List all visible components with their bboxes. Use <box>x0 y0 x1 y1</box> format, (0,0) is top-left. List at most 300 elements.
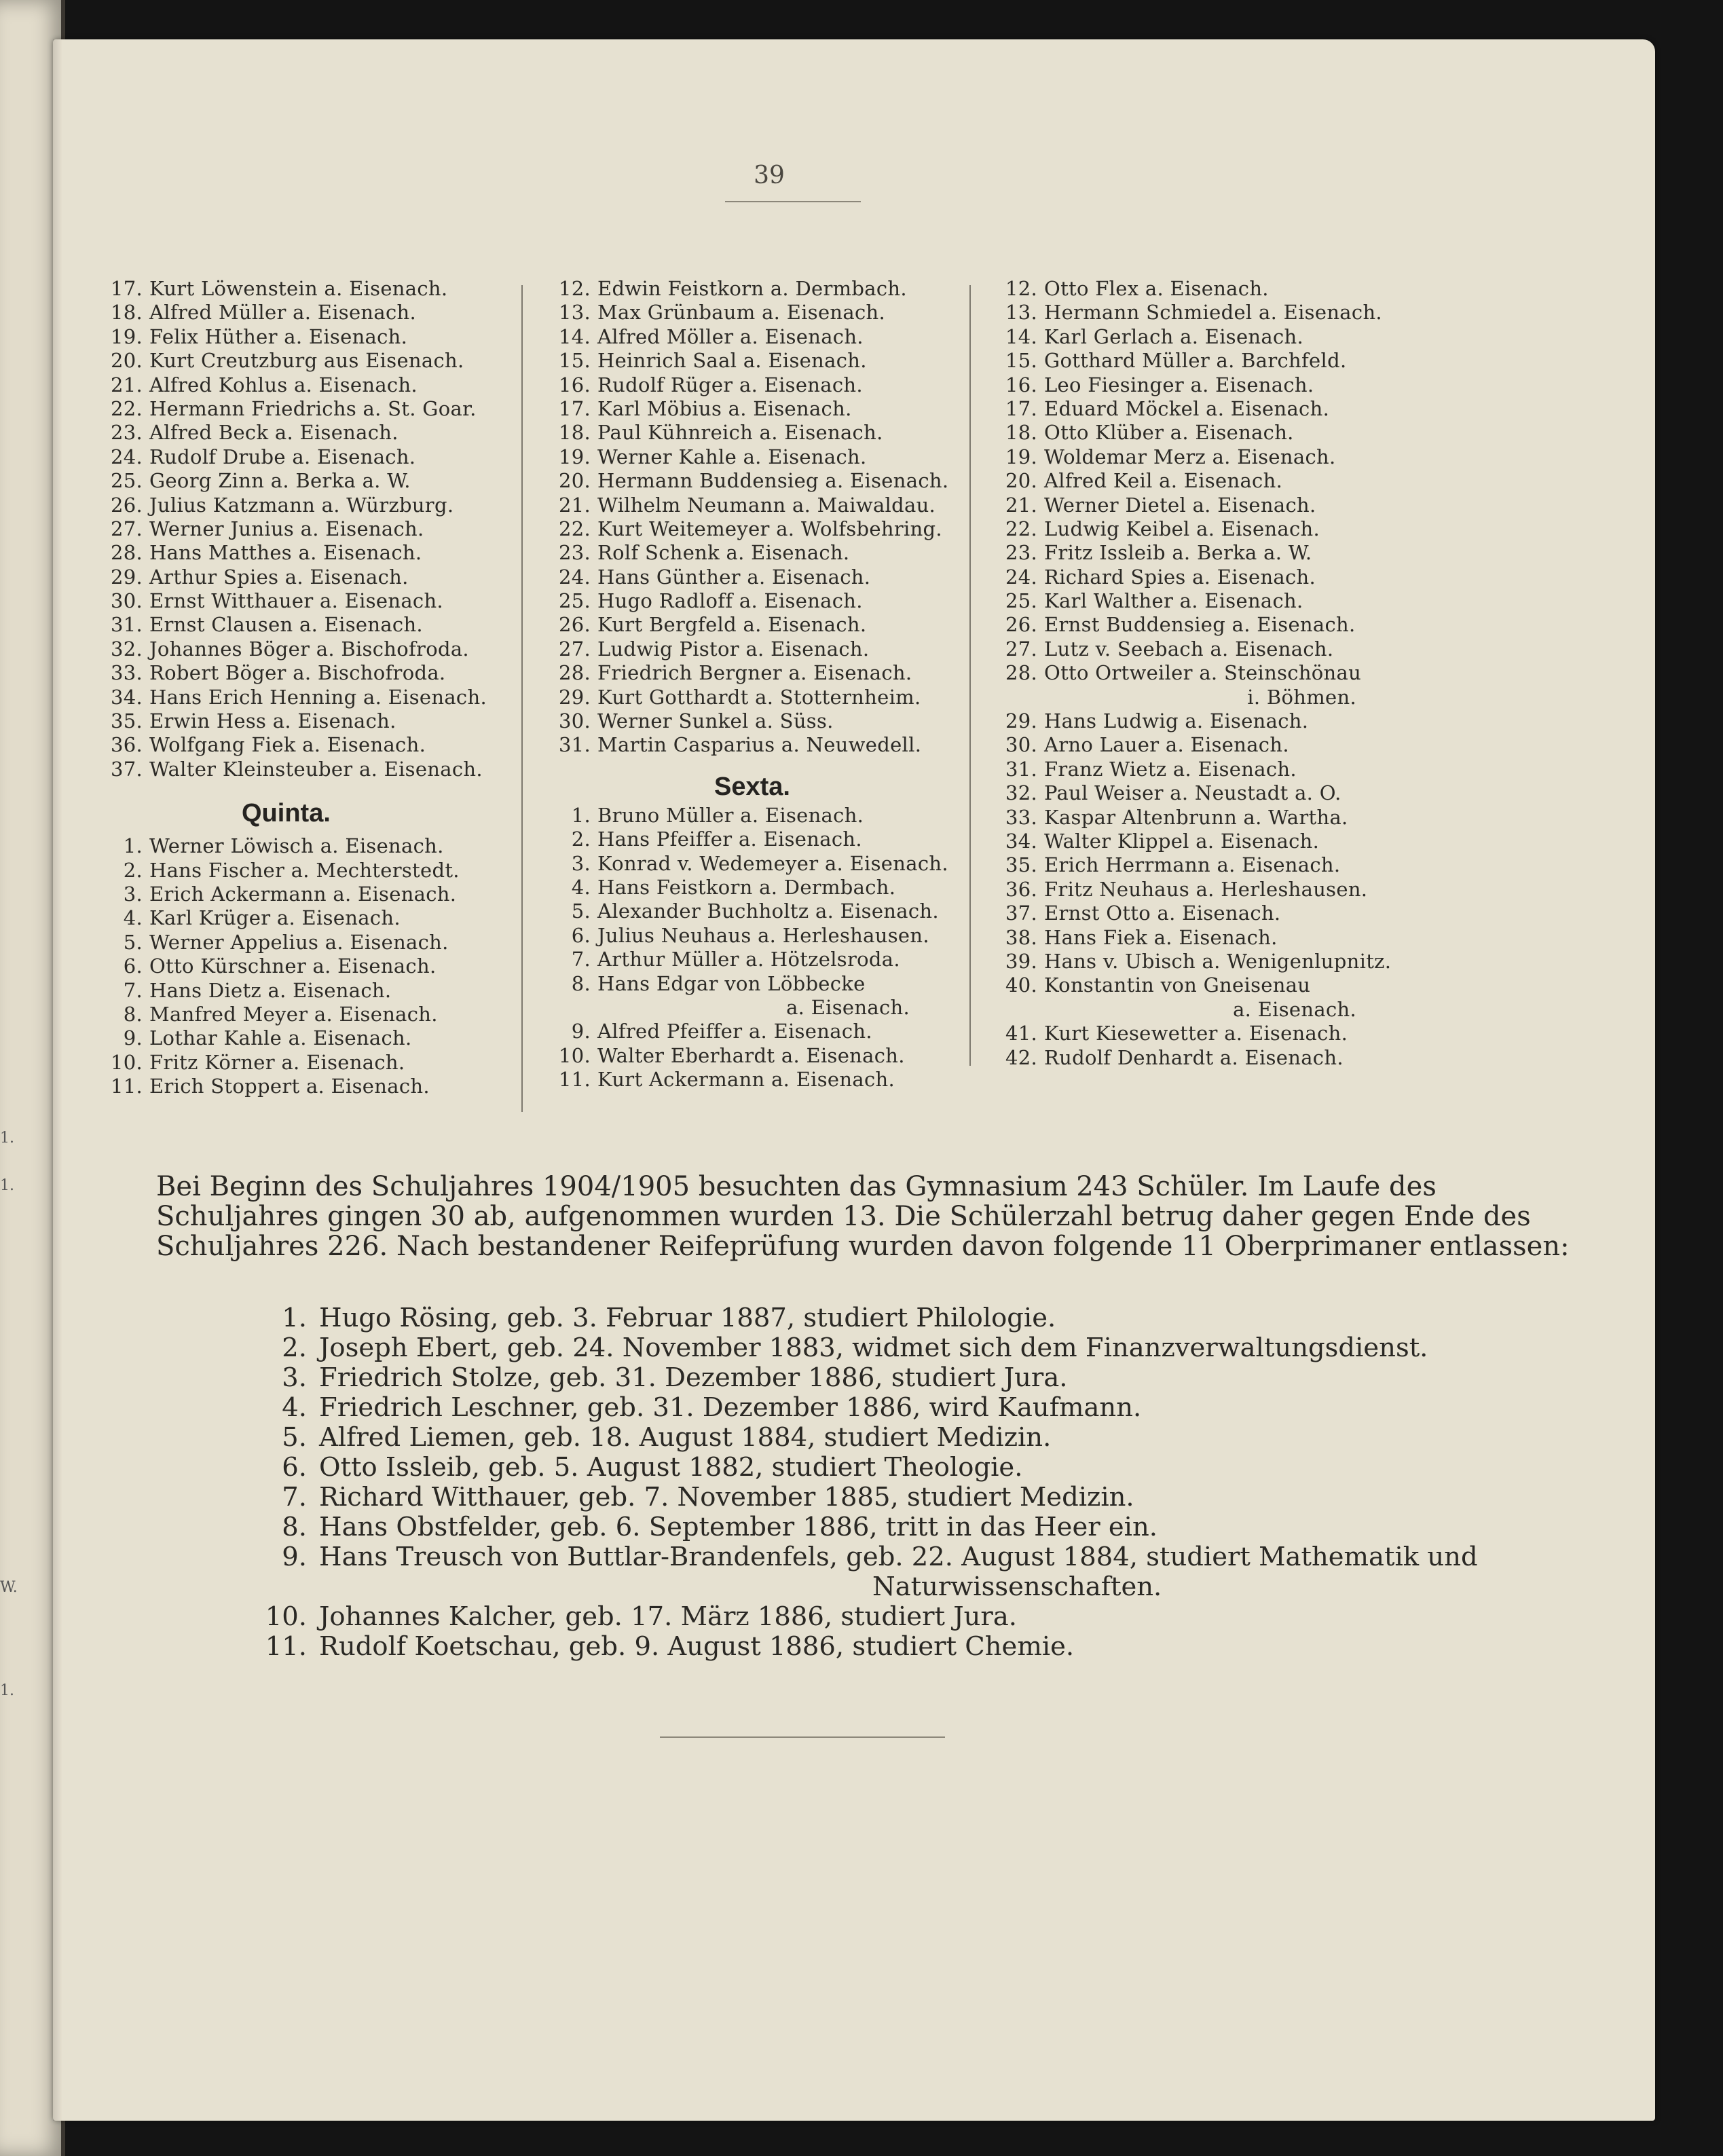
student-entry <box>990 469 1479 493</box>
entry-number: 11. <box>558 1068 591 1092</box>
entry-number: 36. <box>1005 877 1037 901</box>
entry-number: 29. <box>110 565 143 589</box>
student-name: Karl Möbius a. Eisenach. <box>597 396 852 420</box>
student-entry <box>95 517 570 541</box>
student-name: Otto Flex a. Eisenach. <box>1044 277 1269 300</box>
entry-number: 17. <box>110 277 143 300</box>
student-entry <box>543 899 1012 923</box>
entry-number: 16. <box>558 373 591 396</box>
entry-number: 27. <box>110 517 143 540</box>
student-name: Erich Ackermann a. Eisenach. <box>149 882 457 906</box>
student-name: Woldemar Merz a. Eisenach. <box>1044 445 1336 468</box>
student-entry <box>543 373 1012 397</box>
student-name: Hans Erich Henning a. Eisenach. <box>149 685 487 709</box>
paragraph-line: Schuljahres gingen 30 ab, aufgenommen wurden 13. Die Schülerzahl betrug daher gegen Ende des <box>156 1201 1531 1232</box>
student-entry <box>543 277 1012 301</box>
student-name: Heinrich Saal a. Eisenach. <box>597 349 867 373</box>
student-name: Ernst Clausen a. Eisenach. <box>149 613 423 637</box>
student-entry <box>543 852 1012 876</box>
entry-number: 30. <box>558 709 591 733</box>
entry-number: 30. <box>1005 733 1037 757</box>
paragraph-line: Bei Beginn des Schuljahres 1904/1905 besuchten das Gymnasium 243 Schüler. Im Laufe des <box>156 1171 1437 1202</box>
class-list-column-1 <box>95 277 570 1099</box>
entry-number: 33. <box>1005 805 1037 829</box>
student-name: Richard Spies a. Eisenach. <box>1044 565 1316 589</box>
student-name: Hermann Buddensieg a. Eisenach. <box>597 469 949 493</box>
student-entry <box>95 325 570 349</box>
left-page-fragment: 1. <box>0 1682 14 1699</box>
graduate-text: Hans Treusch von Buttlar-Brandenfels, geb. 22. August 1884, studiert Mathematik und <box>319 1542 1478 1572</box>
student-entry <box>990 661 1479 685</box>
graduate-number: 8. <box>282 1512 307 1542</box>
entry-number: 37. <box>1005 902 1037 925</box>
student-entry <box>543 924 1012 948</box>
student-entry <box>95 882 570 906</box>
student-entry <box>95 834 570 858</box>
class-list-column-2 <box>543 277 1012 1092</box>
entry-number: 2. <box>123 858 143 882</box>
student-name: Otto Ortweiler a. Steinschönau <box>1044 661 1362 685</box>
page-number: 39 <box>754 162 785 189</box>
entry-number: 21. <box>1005 493 1037 517</box>
student-entry <box>990 277 1479 301</box>
graduate-entry <box>258 1453 1480 1483</box>
entry-number: 3. <box>571 851 591 875</box>
student-entry <box>543 1068 1012 1092</box>
left-page-fragment: W. <box>0 1579 18 1596</box>
student-entry <box>543 1020 1012 1043</box>
student-name: Ernst Otto a. Eisenach. <box>1044 902 1281 925</box>
graduate-entry <box>258 1333 1480 1363</box>
entry-number: 1. <box>571 803 591 827</box>
graduate-text-continuation: Naturwissenschaften. <box>872 1572 1162 1602</box>
graduate-entry <box>258 1363 1480 1393</box>
student-name: Werner Dietel a. Eisenach. <box>1044 493 1316 517</box>
student-entry <box>990 373 1479 397</box>
student-entry <box>543 445 1012 469</box>
student-entry <box>990 1046 1479 1070</box>
student-name: Edwin Feistkorn a. Dermbach. <box>597 277 907 300</box>
graduate-entry <box>258 1542 1480 1602</box>
student-name: Alexander Buchholtz a. Eisenach. <box>597 899 939 923</box>
entry-number: 26. <box>1005 613 1037 637</box>
student-entry <box>543 1044 1012 1068</box>
student-entry <box>543 325 1012 349</box>
entry-number: 6. <box>571 923 591 947</box>
student-name: Hans Fiek a. Eisenach. <box>1044 925 1278 949</box>
entry-number: 13. <box>558 301 591 324</box>
student-entry <box>95 637 570 661</box>
entry-number: 28. <box>558 661 591 685</box>
student-name: Werner Kahle a. Eisenach. <box>597 445 867 468</box>
entry-number: 25. <box>1005 589 1037 613</box>
entry-number: 12. <box>558 277 591 300</box>
student-name: Hans Ludwig a. Eisenach. <box>1044 709 1309 733</box>
student-entry <box>95 421 570 445</box>
entry-number: 1. <box>123 834 143 858</box>
student-name: Fritz Issleib a. Berka a. W. <box>1044 541 1312 565</box>
student-name: Hans Fischer a. Mechterstedt. <box>149 858 460 882</box>
student-name: Otto Kürschner a. Eisenach. <box>149 954 437 978</box>
student-entry <box>95 301 570 324</box>
student-entry <box>990 1022 1479 1045</box>
student-entry <box>543 637 1012 661</box>
student-entry-continuation <box>543 996 1012 1020</box>
student-entry <box>95 758 570 781</box>
entry-number: 19. <box>558 445 591 468</box>
student-entry <box>990 541 1479 565</box>
student-entry <box>543 972 1012 996</box>
student-name: Rudolf Rüger a. Eisenach. <box>597 373 863 396</box>
student-entry <box>95 541 570 565</box>
entry-number: 16. <box>1005 373 1037 396</box>
entry-number: 19. <box>110 324 143 348</box>
entry-number: 28. <box>1005 661 1037 685</box>
student-name: Hans Edgar von Löbbecke <box>597 971 866 995</box>
student-name: Fritz Neuhaus a. Herleshausen. <box>1044 877 1368 901</box>
entry-number: 9. <box>123 1026 143 1050</box>
student-name: Werner Junius a. Eisenach. <box>149 517 424 540</box>
student-name: Alfred Pfeiffer a. Eisenach. <box>597 1020 872 1043</box>
student-name: Walter Klippel a. Eisenach. <box>1044 829 1320 853</box>
student-name: Alfred Keil a. Eisenach. <box>1044 469 1283 493</box>
entry-number: 20. <box>558 469 591 493</box>
student-name: Erich Stoppert a. Eisenach. <box>149 1075 430 1098</box>
graduate-entry <box>258 1632 1480 1662</box>
student-entry <box>990 733 1479 757</box>
student-name: Karl Gerlach a. Eisenach. <box>1044 324 1304 348</box>
student-entry <box>95 445 570 469</box>
student-name: Arthur Müller a. Hötzelsroda. <box>597 948 900 971</box>
student-entry <box>95 349 570 373</box>
entry-number: 12. <box>1005 277 1037 300</box>
student-name: Friedrich Bergner a. Eisenach. <box>597 661 912 685</box>
graduate-number: 3. <box>282 1362 307 1393</box>
student-name: Julius Neuhaus a. Herleshausen. <box>597 923 929 947</box>
entry-number: 38. <box>1005 925 1037 949</box>
student-entry <box>543 301 1012 324</box>
student-name: Franz Wietz a. Eisenach. <box>1044 757 1297 781</box>
entry-number: 18. <box>558 421 591 445</box>
student-name: Gotthard Müller a. Barchfeld. <box>1044 349 1347 373</box>
student-name: Alfred Müller a. Eisenach. <box>149 301 417 324</box>
entry-number: 42. <box>1005 1045 1037 1069</box>
entry-number: 7. <box>123 978 143 1002</box>
graduate-number: 4. <box>282 1392 307 1423</box>
student-entry <box>95 733 570 757</box>
student-name: Hans v. Ubisch a. Wenigenlupnitz. <box>1044 949 1392 973</box>
student-name: Kurt Weitemeyer a. Wolfsbehring. <box>597 517 942 540</box>
student-name: Robert Böger a. Bischofroda. <box>149 661 446 685</box>
entry-number: 23. <box>558 541 591 565</box>
entry-number: 27. <box>558 637 591 661</box>
student-name: Rolf Schenk a. Eisenach. <box>597 541 850 565</box>
left-page-fragment: 1. <box>0 1177 14 1194</box>
entry-number: 33. <box>110 661 143 685</box>
student-name: Werner Löwisch a. Eisenach. <box>149 834 444 858</box>
student-entry <box>543 828 1012 851</box>
student-name: Felix Hüther a. Eisenach. <box>149 324 408 348</box>
student-entry <box>990 301 1479 324</box>
entry-number: 31. <box>110 613 143 637</box>
student-entry <box>990 806 1479 830</box>
student-entry <box>543 421 1012 445</box>
student-name: Hans Dietz a. Eisenach. <box>149 978 392 1002</box>
entry-number: 26. <box>110 493 143 517</box>
student-entry <box>543 349 1012 373</box>
student-name: Paul Kühnreich a. Eisenach. <box>597 421 883 445</box>
entry-number: 4. <box>123 906 143 930</box>
student-entry <box>990 325 1479 349</box>
student-entry <box>543 686 1012 709</box>
entry-number: 10. <box>558 1043 591 1067</box>
graduate-entry <box>258 1303 1480 1333</box>
graduate-number: 9. <box>282 1542 307 1572</box>
entry-number: 9. <box>571 1020 591 1043</box>
student-entry <box>990 637 1479 661</box>
entry-number: 17. <box>558 396 591 420</box>
student-name: Hermann Friedrichs a. St. Goar. <box>149 396 477 420</box>
student-name: Lutz v. Seebach a. Eisenach. <box>1044 637 1334 661</box>
graduate-text: Richard Witthauer, geb. 7. November 1885, studiert Medizin. <box>319 1482 1134 1512</box>
student-name: Erwin Hess a. Eisenach. <box>149 709 396 733</box>
entry-number: 34. <box>110 685 143 709</box>
student-entry <box>95 709 570 733</box>
entry-number: 11. <box>110 1075 143 1098</box>
entry-number: 18. <box>1005 421 1037 445</box>
student-name: Kurt Bergfeld a. Eisenach. <box>597 613 867 637</box>
student-name: Hugo Radloff a. Eisenach. <box>597 589 863 613</box>
entry-number: 14. <box>558 324 591 348</box>
entry-number: 15. <box>1005 349 1037 373</box>
student-entry <box>990 781 1479 805</box>
graduate-number: 10. <box>265 1601 307 1632</box>
entry-number: 32. <box>110 637 143 661</box>
student-entry <box>543 589 1012 613</box>
graduate-entry <box>258 1483 1480 1512</box>
student-entry <box>95 1051 570 1075</box>
student-entry <box>990 589 1479 613</box>
student-entry <box>543 565 1012 589</box>
entry-number: 7. <box>571 948 591 971</box>
entry-number: 18. <box>110 301 143 324</box>
student-name: Arno Lauer a. Eisenach. <box>1044 733 1289 757</box>
entry-number: 24. <box>110 445 143 468</box>
student-entry <box>543 494 1012 517</box>
student-name: Manfred Meyer a. Eisenach. <box>149 1002 438 1026</box>
entry-number: 30. <box>110 589 143 613</box>
student-name: Julius Katzmann a. Würzburg. <box>149 493 454 517</box>
entry-number: 24. <box>558 565 591 589</box>
student-name: Hermann Schmiedel a. Eisenach. <box>1044 301 1382 324</box>
student-entry <box>95 565 570 589</box>
student-name: Max Grünbaum a. Eisenach. <box>597 301 886 324</box>
closing-rule <box>660 1736 945 1738</box>
entry-number: 6. <box>123 954 143 978</box>
student-name: Arthur Spies a. Eisenach. <box>149 565 409 589</box>
student-entry <box>543 733 1012 757</box>
student-name: Ernst Witthauer a. Eisenach. <box>149 589 443 613</box>
student-entry <box>990 758 1479 781</box>
entry-number: 28. <box>110 541 143 565</box>
entry-number: 10. <box>110 1050 143 1074</box>
student-name: Erich Herrmann a. Eisenach. <box>1044 853 1341 877</box>
student-name: Georg Zinn a. Berka a. W. <box>149 469 411 493</box>
student-name: Bruno Müller a. Eisenach. <box>597 803 864 827</box>
student-entry <box>95 931 570 954</box>
student-entry <box>95 1026 570 1050</box>
entry-number: 17. <box>1005 396 1037 420</box>
student-entry <box>543 397 1012 421</box>
student-name: Hans Feistkorn a. Dermbach. <box>597 875 896 899</box>
graduate-text: Friedrich Stolze, geb. 31. Dezember 1886, studiert Jura. <box>319 1362 1068 1393</box>
entry-number: 5. <box>123 930 143 954</box>
student-name: Ludwig Pistor a. Eisenach. <box>597 637 870 661</box>
entry-number: 13. <box>1005 301 1037 324</box>
graduate-text: Otto Issleib, geb. 5. August 1882, studiert Theologie. <box>319 1452 1023 1483</box>
student-name: Werner Sunkel a. Süss. <box>597 709 834 733</box>
student-entry <box>990 421 1479 445</box>
entry-number: 8. <box>123 1002 143 1026</box>
graduate-number: 5. <box>282 1422 307 1453</box>
student-entry <box>95 1075 570 1098</box>
entry-number: 23. <box>1005 541 1037 565</box>
student-name: Rudolf Denhardt a. Eisenach. <box>1044 1045 1344 1069</box>
entry-number: 22. <box>1005 517 1037 540</box>
left-page-fragment: 1. <box>0 1130 14 1147</box>
student-name: Eduard Möckel a. Eisenach. <box>1044 396 1330 420</box>
student-entry <box>95 589 570 613</box>
enrollment-paragraph <box>156 1171 1570 1262</box>
student-entry <box>543 804 1012 828</box>
student-entry <box>990 853 1479 877</box>
graduate-text: Alfred Liemen, geb. 18. August 1884, studiert Medizin. <box>319 1422 1052 1453</box>
class-list-column-3 <box>990 277 1479 1070</box>
graduate-number: 7. <box>282 1482 307 1512</box>
entry-number: 2. <box>571 828 591 851</box>
student-name: Alfred Möller a. Eisenach. <box>597 324 864 348</box>
student-name: Hans Günther a. Eisenach. <box>597 565 871 589</box>
entry-number: 29. <box>1005 709 1037 733</box>
graduate-text: Johannes Kalcher, geb. 17. März 1886, studiert Jura. <box>319 1601 1018 1632</box>
entry-number: 15. <box>558 349 591 373</box>
student-entry <box>990 613 1479 637</box>
student-entry <box>95 686 570 709</box>
graduate-number: 2. <box>282 1333 307 1363</box>
student-entry <box>95 906 570 930</box>
student-entry <box>95 979 570 1003</box>
student-entry <box>95 494 570 517</box>
student-name: Kurt Creutzburg aus Eisenach. <box>149 349 464 373</box>
graduate-text: Rudolf Koetschau, geb. 9. August 1886, studiert Chemie. <box>319 1631 1075 1662</box>
student-entry <box>95 859 570 882</box>
entry-number: 5. <box>571 899 591 923</box>
graduate-text: Friedrich Leschner, geb. 31. Dezember 1886, wird Kaufmann. <box>319 1392 1142 1423</box>
student-name: Kurt Gotthardt a. Stotternheim. <box>597 685 921 709</box>
entry-number: 25. <box>558 589 591 613</box>
student-entry <box>543 517 1012 541</box>
student-name: Fritz Körner a. Eisenach. <box>149 1050 405 1074</box>
student-name: Alfred Kohlus a. Eisenach. <box>149 373 418 396</box>
student-entry <box>990 349 1479 373</box>
student-name: Kurt Kiesewetter a. Eisenach. <box>1044 1022 1348 1045</box>
student-name: Kaspar Altenbrunn a. Wartha. <box>1044 805 1348 829</box>
student-entry <box>95 661 570 685</box>
entry-number: 14. <box>1005 324 1037 348</box>
entry-number: 39. <box>1005 949 1037 973</box>
graduate-entry <box>258 1512 1480 1542</box>
entry-number: 24. <box>1005 565 1037 589</box>
student-name: a. Eisenach. <box>1233 997 1356 1021</box>
entry-number: 29. <box>558 685 591 709</box>
class-heading: Sexta. <box>714 772 790 801</box>
entry-number: 25. <box>110 469 143 493</box>
entry-number: 31. <box>1005 757 1037 781</box>
entry-number: 4. <box>571 875 591 899</box>
student-entry <box>543 469 1012 493</box>
student-name: Lothar Kahle a. Eisenach. <box>149 1026 412 1050</box>
entry-number: 35. <box>110 709 143 733</box>
student-entry <box>990 878 1479 902</box>
student-entry <box>990 950 1479 973</box>
student-name: Johannes Böger a. Bischofroda. <box>149 637 469 661</box>
student-entry <box>543 661 1012 685</box>
graduate-entry <box>258 1393 1480 1423</box>
entry-number: 36. <box>110 733 143 757</box>
entry-number: 37. <box>110 757 143 781</box>
class-heading: Quinta. <box>242 799 331 828</box>
student-name: Kurt Ackermann a. Eisenach. <box>597 1068 895 1092</box>
student-name: Karl Krüger a. Eisenach. <box>149 906 401 930</box>
student-entry <box>95 397 570 421</box>
student-name: Otto Klüber a. Eisenach. <box>1044 421 1294 445</box>
student-name: Werner Appelius a. Eisenach. <box>149 930 449 954</box>
entry-number: 8. <box>571 971 591 995</box>
entry-number: 27. <box>1005 637 1037 661</box>
student-name: Konstantin von Gneisenau <box>1044 973 1311 997</box>
entry-number: 22. <box>558 517 591 540</box>
page-number-rule <box>725 201 861 202</box>
student-name: i. Böhmen. <box>1247 685 1356 709</box>
student-name: Rudolf Drube a. Eisenach. <box>149 445 416 468</box>
graduate-entry <box>258 1602 1480 1632</box>
student-entry <box>990 709 1479 733</box>
student-name: Leo Fiesinger a. Eisenach. <box>1044 373 1314 396</box>
student-name: Ernst Buddensieg a. Eisenach. <box>1044 613 1356 637</box>
entry-number: 19. <box>1005 445 1037 468</box>
student-name: Martin Casparius a. Neuwedell. <box>597 733 922 757</box>
student-entry <box>543 709 1012 733</box>
student-entry <box>990 397 1479 421</box>
student-name: Paul Weiser a. Neustadt a. O. <box>1044 781 1341 805</box>
entry-number: 20. <box>110 349 143 373</box>
student-name: a. Eisenach. <box>786 995 910 1019</box>
student-entry <box>990 565 1479 589</box>
entry-number: 21. <box>110 373 143 396</box>
student-entry <box>990 926 1479 950</box>
student-entry <box>990 494 1479 517</box>
graduate-text: Hans Obstfelder, geb. 6. September 1886, tritt in das Heer ein. <box>319 1512 1158 1542</box>
student-name: Walter Kleinsteuber a. Eisenach. <box>149 757 483 781</box>
student-entry-continuation <box>990 998 1479 1022</box>
entry-number: 22. <box>110 396 143 420</box>
entry-number: 26. <box>558 613 591 637</box>
entry-number: 20. <box>1005 469 1037 493</box>
student-entry <box>543 876 1012 899</box>
graduates-list <box>258 1303 1480 1662</box>
student-entry <box>990 902 1479 925</box>
graduate-number: 1. <box>282 1303 307 1333</box>
